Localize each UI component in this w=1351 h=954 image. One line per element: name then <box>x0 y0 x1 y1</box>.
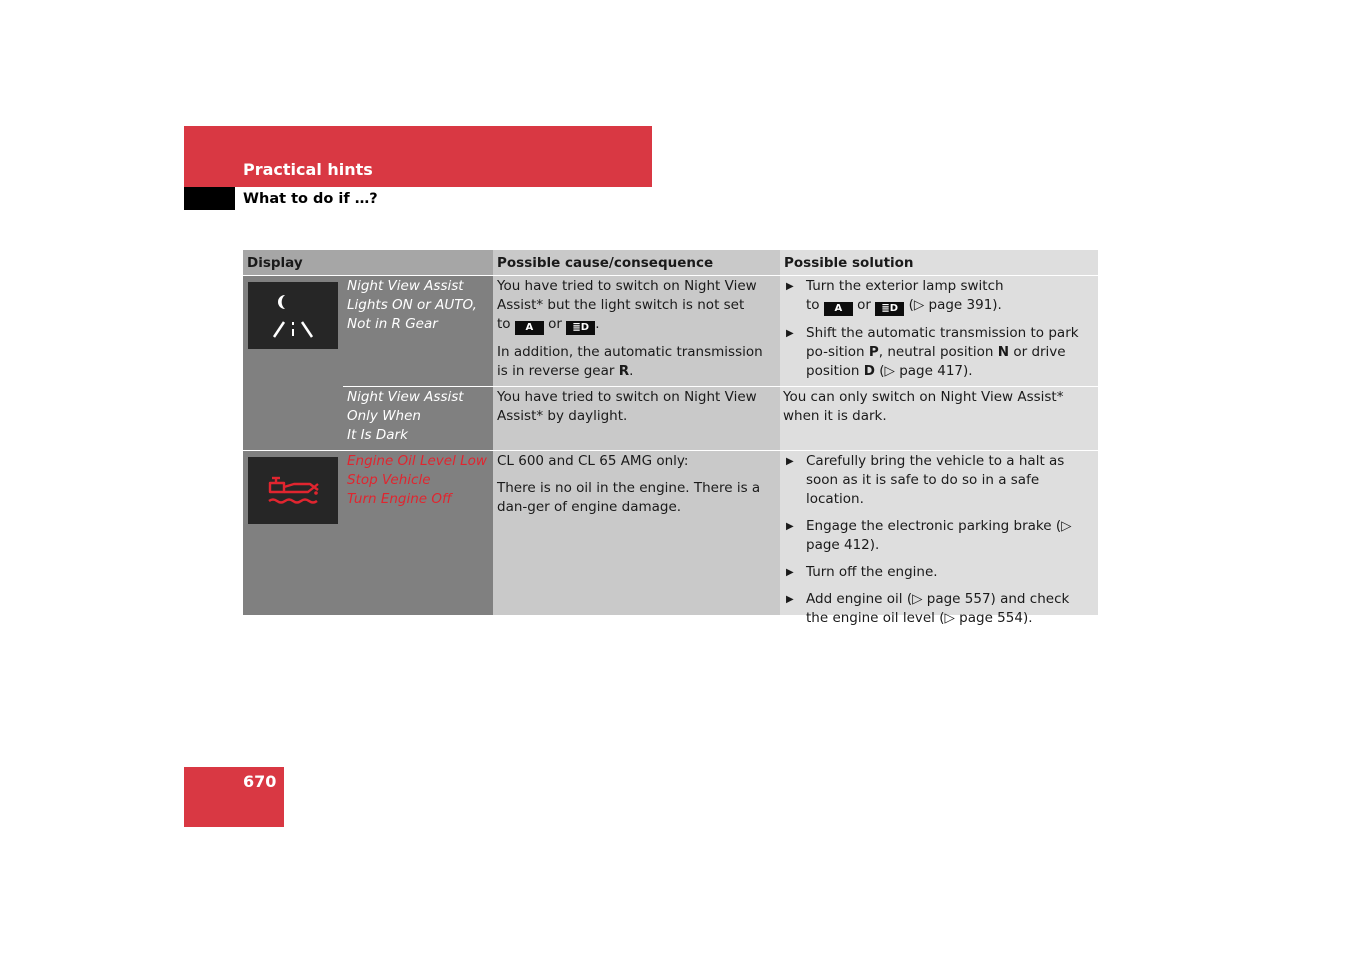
display-line: Night View Assist <box>347 389 464 405</box>
bullet-icon: ▶ <box>786 281 794 292</box>
low-beam-symbol: ≣D <box>875 302 904 316</box>
bullet-icon: ▶ <box>786 567 794 578</box>
solution-step: ▶ Add engine oil (▷ page 557) and check the engine oil level (▷ page 554). <box>786 591 1070 626</box>
display-line: Only When <box>347 408 421 424</box>
display-line: Lights ON or AUTO, <box>347 297 477 313</box>
cause-cell-row2 <box>493 387 780 450</box>
cause-paragraph: CL 600 and CL 65 AMG only: <box>497 453 689 469</box>
column-header-solution: Possible solution <box>780 250 1098 275</box>
display-cell-night-view <box>243 276 493 450</box>
solution-step: ▶ Turn off the engine. <box>786 564 938 580</box>
solution-cell-row1 <box>780 276 1098 386</box>
display-line: Turn Engine Off <box>347 491 452 507</box>
page-number: 670 <box>243 772 277 791</box>
section-marker <box>184 187 235 210</box>
display-line: Stop Vehicle <box>347 472 431 488</box>
row-divider <box>343 386 493 387</box>
bullet-icon: ▶ <box>786 594 794 605</box>
display-line: Not in R Gear <box>347 316 438 332</box>
auto-light-symbol: A <box>515 321 544 335</box>
display-line: It Is Dark <box>347 427 408 443</box>
cause-cell-row1 <box>493 276 780 386</box>
display-line: Engine Oil Level Low <box>347 453 487 469</box>
cause-paragraph: In addition, the automatic transmission is in reverse gear R. <box>497 344 763 379</box>
solution-step: ▶ Turn the exterior lamp switch to A or ≣D (▷ page 391). <box>786 278 1004 314</box>
solution-step: ▶ Carefully bring the vehicle to a halt as soon as it is safe to do so in a safe location. <box>786 453 1065 507</box>
column-header-cause: Possible cause/consequence <box>493 250 780 275</box>
solution-step: ▶ Shift the automatic transmission to park po-sition P, neutral position N or drive position D (▷ page 417). <box>786 325 1079 379</box>
column-header-display: Display <box>243 250 493 275</box>
oil-can-icon <box>248 457 338 524</box>
solution-cell-row2 <box>780 387 1098 450</box>
solution-step: ▶ Engage the electronic parking brake (▷ page 412). <box>786 518 1072 553</box>
display-text-engine-oil-low <box>347 452 491 509</box>
solution-paragraph: You can only switch on Night View Assist* when it is dark. <box>783 389 1064 424</box>
cause-paragraph: You have tried to switch on Night View Assist* but the light switch is not set to A or ≣D . <box>497 278 757 333</box>
bullet-icon: ▶ <box>786 328 794 339</box>
cause-paragraph: You have tried to switch on Night View Assist* by daylight. <box>497 389 757 424</box>
section-title: Practical hints <box>243 160 373 179</box>
cause-cell-row3 <box>493 451 780 615</box>
auto-light-symbol: A <box>824 302 853 316</box>
section-subtitle: What to do if …? <box>243 191 378 207</box>
display-text-only-when-dark <box>347 388 491 445</box>
bullet-icon: ▶ <box>786 521 794 532</box>
display-cell-engine-oil <box>243 451 493 615</box>
solution-cell-row3 <box>780 451 1098 626</box>
bullet-icon: ▶ <box>786 456 794 467</box>
cause-paragraph: There is no oil in the engine. There is a dan-ger of engine damage. <box>497 480 761 515</box>
display-text-lights-not-in-r <box>347 277 491 334</box>
night-view-icon <box>248 282 338 349</box>
low-beam-symbol: ≣D <box>566 321 595 335</box>
display-line: Night View Assist <box>347 278 464 294</box>
